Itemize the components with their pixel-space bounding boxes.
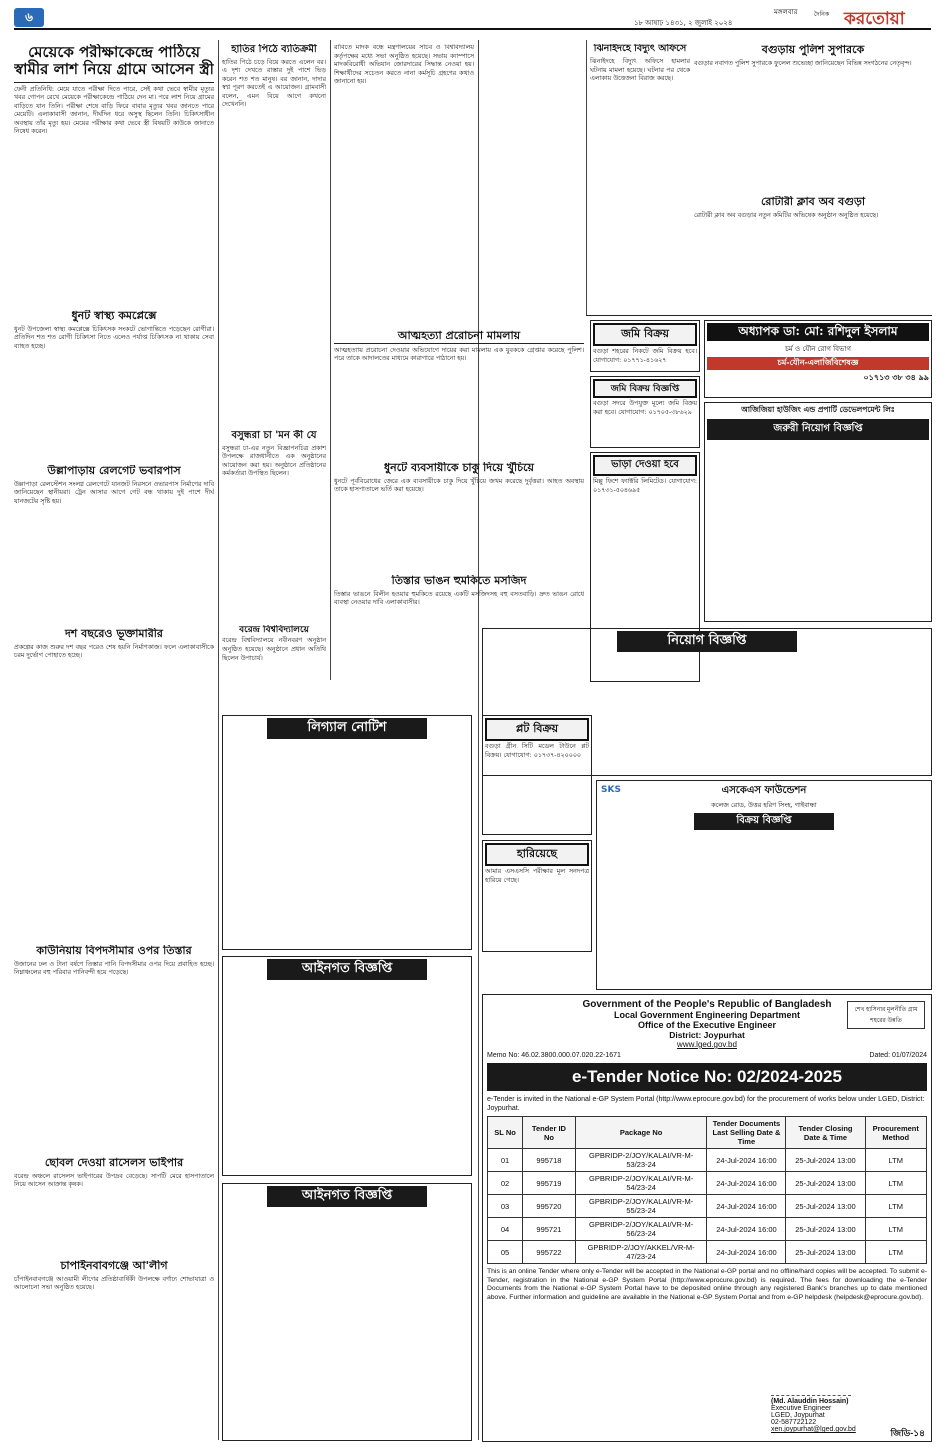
tender-method: LTM bbox=[865, 1149, 927, 1172]
article-jhenaidah-headline: ঝিনাইদহে বিদ্যুৎ অফিসে bbox=[593, 44, 687, 54]
ad-land-sale-notice-title: জমি বিক্রয় বিজ্ঞপ্তি bbox=[593, 379, 697, 398]
ad-sks-title: এসকেএস ফাউন্ডেশন bbox=[721, 785, 807, 796]
article-russells-viper-headline: ছোবল দেওয়া রাসেলস ভাইপার bbox=[44, 1157, 184, 1169]
tender-selling: 24-Jul-2024 16:00 bbox=[707, 1241, 786, 1264]
tender-intro: e-Tender is invited in the National e-GP System Portal (http://www.eprocure.gov.bd) for the procurement of works below under LGED, District: Joypurhat. bbox=[487, 1096, 925, 1112]
ad-doctor-title: অধ্যাপক ডা: মো: রশিদুল ইসলাম bbox=[707, 323, 929, 341]
tender-package: GPBRIDP-2/JOY/KALAI/VR-M-54/23-24 bbox=[575, 1172, 707, 1195]
article-dhunot-health-headline: ধুনট স্বাস্থ্য কমপ্লেক্সে bbox=[71, 310, 157, 322]
ad-lost-text: আমার এসএসসি পরীক্ষার মূল সনদপত্র হারিয়ে গেছে। bbox=[485, 868, 589, 884]
ad-housing-subtitle: জরুরী নিয়োগ বিজ্ঞপ্তি bbox=[707, 419, 929, 440]
table-row bbox=[488, 1149, 927, 1172]
tender-gov-line2: Local Government Engineering Department bbox=[613, 1010, 801, 1020]
ad-housing bbox=[704, 402, 932, 622]
ad-housing-title: আজিজিয়া হাউজিং এন্ড প্রপার্টি ডেভেলপমেন্ট লিঃ bbox=[741, 405, 895, 414]
ad-sks bbox=[596, 780, 932, 990]
article-rotary-headline: রোটারী ক্লাব অব বগুড়া bbox=[760, 196, 866, 208]
article-ullapara-text: উল্লাপাড়া রেলস্টেশন সংলগ্ন রেলগেটে যানজট নিরসনে ওভারপাস নির্মাণের দাবি জানিয়েছেন স্থানীয়রা। ট্রেন আসার আগে গেট বন্ধ থাকায় দুই পাশে দীর্ঘ যানজটের সৃষ্টি হয়। bbox=[14, 480, 214, 505]
page-number-badge bbox=[14, 8, 44, 27]
article-husband-headline: মেয়েকে পরীক্ষাকেন্দ্রে পাঠিয়ে স্বামীর লাশ নিয়ে গ্রামে আসেন স্ত্রী bbox=[14, 44, 214, 83]
ad-legal-advert-1-title: আইনগত বিজ্ঞপ্তি bbox=[267, 959, 427, 980]
article-kaunia-headline: কাউনিয়ায় বিপদসীমার ওপর তিস্তার bbox=[36, 945, 192, 957]
tender-selling: 24-Jul-2024 16:00 bbox=[707, 1218, 786, 1241]
article-chapai-text: চাঁপাইনবাবগঞ্জে আওয়ামী লীগের প্রতিষ্ঠাবার্ষিকী উপলক্ষে বর্ণাঢ্য শোভাযাত্রা ও আলোচনা সভা অনুষ্ঠিত হয়েছে। bbox=[14, 1275, 214, 1292]
tender-table-header bbox=[488, 1117, 927, 1149]
tender-sign-phone: 02-587722122 bbox=[771, 1419, 817, 1426]
article-rabi-drugs-text: রাবিতে মাদক বন্ধে মন্ত্রণালয়ের সচিব ও বিশ্ববিদ্যালয় কর্তৃপক্ষের মধ্যে সভা অনুষ্ঠিত হয়েছে। সভায় ক্যাম্পাসে মাদকবিরোধী অভিযান জোরদারের সিদ্ধান্ত নেওয়া হয়। শিক্ষার্থীদের সচেতন করতে নানা কর্মসূচি গ্রহণের কথাও জানানো হয়। bbox=[334, 44, 474, 86]
tender-col-package: Package No bbox=[575, 1117, 707, 1149]
tender-selling: 24-Jul-2024 16:00 bbox=[707, 1195, 786, 1218]
article-rotary-text: রোটারী ক্লাব অব বগুড়ার নতুন কমিটির অভিষেক অনুষ্ঠান অনুষ্ঠিত হয়েছে। bbox=[694, 211, 879, 219]
article-bashundhara-tea bbox=[222, 430, 326, 620]
tender-col-method: Procurement Method bbox=[865, 1117, 927, 1149]
article-bogura-police-text: বগুড়ার নবাগত পুলিশ সুপারকে ফুলেল শুভেচ্ছা জানিয়েছেন বিভিন্ন সংগঠনের নেতৃবৃন্দ। bbox=[694, 59, 912, 67]
tender-stamp: শেখ হাসিনার মূলনীতি গ্রাম শহরের উন্নতি bbox=[847, 1001, 925, 1029]
tender-gov-line1: Government of the People's Republic of Bangladesh bbox=[582, 999, 832, 1010]
article-jhenaidah bbox=[590, 44, 690, 314]
article-husband-body bbox=[14, 44, 214, 304]
article-russells-viper-text: বরেন্দ্র অঞ্চলে রাসেলস ভাইপারের উপদ্রব বেড়েছে। সাপটি মেরে হাসপাতালে নিয়ে আসেন আক্রান্ত কৃষক। bbox=[14, 1172, 214, 1189]
article-barendra-univ bbox=[222, 625, 326, 687]
ad-rent-text: মিল্লু ফিশে ফ্যাক্টরি লিমিটেড। যোগাযোগ: ০১৭৩১-৫০৪৬৯৫ bbox=[593, 478, 697, 494]
article-rotary bbox=[694, 196, 932, 291]
article-suicide-text: আত্মহত্যায় প্ররোচনা দেওয়ার অভিযোগে দায়ের করা মামলায় এক যুবককে গ্রেপ্তার করেছে পুলিশ। পরে তাকে আদালতের মাধ্যমে কারাগারে পাঠানো হয়। bbox=[334, 346, 584, 363]
tender-footer: This is an online Tender where only e-Tender will be accepted in the National e-GP portal and no offline/hard copies will be accepted. To submit e-Tender, registration in the National e-GP System Portal (http://www.eprocure.gov.bd) is required. The fees for downloading the e-Tender Documents from the National e-GP System Portal have to be deposited online through any registered Bank's branches up to date mentioned above. Further information and guideline are available in the National e-GP System Portal and from e-GP helpdesk (helpdesk@eprocure.gov.bd). bbox=[487, 1268, 927, 1301]
article-elephant-headline: হাতির পিঠে ব্যতিক্রমী bbox=[231, 44, 317, 55]
tender-sl: 03 bbox=[488, 1195, 523, 1218]
tender-closing: 25-Jul-2024 13:00 bbox=[786, 1218, 865, 1241]
article-dhunot-health-text: ধুনট উপজেলা স্বাস্থ্য কমপ্লেক্সে চিকিৎসক সংকটে ভোগান্তিতে পড়েছেন রোগীরা। প্রতিদিন শত শত রোগী চিকিৎসা নিতে এলেও পর্যাপ্ত চিকিৎসক না থাকায় সেবা ব্যাহত হচ্ছে। bbox=[14, 325, 214, 350]
tender-id: 995721 bbox=[523, 1218, 576, 1241]
ad-land-sale-text: বগুড়া শহরের নিকটে জমি বিক্রয় হবে। যোগাযোগ: ০১৭৭১-৪১৬২৭ bbox=[593, 348, 697, 364]
tender-col-closing: Tender Closing Date & Time bbox=[786, 1117, 865, 1149]
ad-land-sale-notice bbox=[590, 376, 700, 448]
tender-selling: 24-Jul-2024 16:00 bbox=[707, 1172, 786, 1195]
table-row bbox=[488, 1241, 927, 1264]
ad-plot-sale-text: বগুড়া গ্রীন সিটি মডেল টাউনে প্লট বিক্রয়। যোগাযোগ: ০১৭৩৭-৪২০০০০ bbox=[485, 743, 589, 759]
tender-package: GPBRIDP-2/JOY/AKKEL/VR-M-47/23-24 bbox=[575, 1241, 707, 1264]
article-dhunot-knife-headline: ধুনটে ব্যবসায়ীকে চাকু দিয়ে খুঁচিয়ে bbox=[384, 462, 534, 474]
tender-sign-org: LGED, Joypurhat bbox=[771, 1412, 825, 1419]
ad-sks-address: কলেজ রোড, উত্তর হরিণ সিংহ, গাইবান্ধা bbox=[711, 801, 817, 809]
article-russells-viper bbox=[14, 1157, 214, 1257]
ad-legal-notice-title: লিগ্যাল নোটিশ bbox=[267, 718, 427, 739]
tender-package: GPBRIDP-2/JOY/KALAI/VR-M-53/23-24 bbox=[575, 1149, 707, 1172]
masthead bbox=[14, 6, 931, 30]
tender-signature-block bbox=[771, 1379, 921, 1433]
ad-recruitment-title: নিয়োগ বিজ্ঞপ্তি bbox=[617, 631, 797, 652]
ad-doctor bbox=[704, 320, 932, 398]
tender-closing: 25-Jul-2024 13:00 bbox=[786, 1241, 865, 1264]
article-rabi-drugs bbox=[334, 44, 474, 304]
table-row bbox=[488, 1195, 927, 1218]
article-bashundhara-text: বসুন্ধরা চা-এর নতুন বিজ্ঞাপনচিত্র প্রকাশ উপলক্ষে রাজধানীতে এক অনুষ্ঠানের আয়োজন করা হয়। অনুষ্ঠানে প্রতিষ্ঠানের কর্মকর্তারা উপস্থিত ছিলেন। bbox=[222, 444, 326, 478]
page-number: ৬ bbox=[25, 10, 33, 24]
tender-method: LTM bbox=[865, 1218, 927, 1241]
article-bogura-police bbox=[694, 44, 932, 194]
article-ullapara-headline: উল্লাপাড়ায় রেলগেট ভবারপাস bbox=[47, 465, 181, 477]
tender-col-sl: SL No bbox=[488, 1117, 523, 1149]
tender-method: LTM bbox=[865, 1172, 927, 1195]
tender-website[interactable]: www.lged.gov.bd bbox=[677, 1040, 737, 1049]
ad-lost-title: হারিয়েছে bbox=[485, 843, 589, 866]
ad-legal-notice bbox=[222, 715, 472, 950]
tender-closing: 25-Jul-2024 13:00 bbox=[786, 1172, 865, 1195]
tender-title: e-Tender Notice No: 02/2024-2025 bbox=[487, 1063, 927, 1091]
tender-sl: 02 bbox=[488, 1172, 523, 1195]
tender-col-id: Tender ID No bbox=[523, 1117, 576, 1149]
article-kaunia bbox=[14, 945, 214, 1145]
signature-icon bbox=[771, 1379, 851, 1396]
tender-gov-line3: Office of the Executive Engineer bbox=[637, 1020, 777, 1030]
article-suicide-headline: আত্মহত্যা প্ররোচনা মামলায় bbox=[334, 330, 584, 344]
ad-sks-subtitle: বিক্রয় বিজ্ঞপ্তি bbox=[694, 813, 834, 830]
article-dhunot-knife bbox=[334, 462, 584, 572]
article-dhunot-health bbox=[14, 310, 214, 420]
ad-lost bbox=[482, 840, 592, 952]
article-husband-text: ফেনী প্রতিনিধি: মেয়ে যাতে পরীক্ষা দিতে পারে, সেই কথা ভেবে স্বামীর মৃত্যুর খবর গোপন রেখে মেয়েকে পরীক্ষাকেন্দ্রে পাঠিয়ে দেন মা। পরে লাশ নিয়ে গ্রামের বাড়িতে যান তিনি। পরীক্ষা শেষে বাড়ি ফিরে বাবার মৃত্যুর খবর জানতে পারে মেয়েটি। এলাকাবাসী জানান, দীর্ঘদিন ধরে অসুস্থ ছিলেন তিনি। চিকিৎসাধীন অবস্থায় তাঁর মৃত্যু হয়। মেয়ের পরীক্ষার কথা ভেবে স্ত্রী বিষয়টি কাউকে জানাতে নিষেধ করেন। bbox=[14, 85, 214, 136]
masthead-paper-small: দৈনিক bbox=[814, 11, 830, 18]
article-bogura-police-headline: বগুড়ায় পুলিশ সুপারকে bbox=[761, 44, 865, 56]
tender-table bbox=[487, 1116, 927, 1264]
ad-sks-logo: SKS bbox=[601, 785, 621, 795]
article-ten-years bbox=[14, 628, 214, 938]
ad-land-sale bbox=[590, 320, 700, 372]
masthead-paper-name: করতোয়া bbox=[844, 9, 905, 29]
ad-rent-title: ভাড়া দেওয়া হবে bbox=[593, 455, 697, 476]
tender-package: GPBRIDP-2/JOY/KALAI/VR-M-55/23-24 bbox=[575, 1195, 707, 1218]
ad-legal-advert-2-title: আইনগত বিজ্ঞপ্তি bbox=[267, 1186, 427, 1207]
tender-col-selling: Tender Documents Last Selling Date & Time bbox=[707, 1117, 786, 1149]
article-teesta-headline: তিস্তার ভাঙন হুমকিতে মসজিদ bbox=[391, 575, 527, 587]
tender-dated: Dated: 01/07/2024 bbox=[869, 1052, 927, 1059]
tender-memo: Memo No: 46.02.3800.000.07.020.22-1671 bbox=[487, 1052, 621, 1059]
tender-method: LTM bbox=[865, 1241, 927, 1264]
tender-gov-line4: District: Joypurhat bbox=[669, 1030, 745, 1040]
tender-sl: 01 bbox=[488, 1149, 523, 1172]
masthead-date-day: মঙ্গলবার bbox=[774, 8, 798, 16]
article-bashundhara-headline: বসুন্ধরা চা 'মন কী যে bbox=[231, 430, 317, 441]
article-ten-years-headline: দশ বছরেও ভূক্তামারীর bbox=[65, 628, 163, 640]
article-ten-years-text: প্রকল্পের কাজ শুরুর দশ বছর পরেও শেষ হয়নি নির্মাণকাজ। ফলে এলাকাবাসীকে চরম দুর্ভোগ পোহাতে হচ্ছে। bbox=[14, 643, 214, 660]
tender-sl: 05 bbox=[488, 1241, 523, 1264]
ad-doctor-subtitle: চর্ম ও যৌন রোগ বিভাগ bbox=[785, 344, 851, 353]
ad-land-sale-title: জমি বিক্রয় bbox=[593, 323, 697, 346]
article-jhenaidah-text: ঝিনাইদহে বিদ্যুৎ অফিসে হামলার ঘটনায় মামলা হয়েছে। ঘটনার পর থেকে এলাকায় উত্তেজনা বিরাজ করছে। bbox=[590, 57, 690, 83]
article-kaunia-text: উজানের ঢল ও টানা বর্ষণে তিস্তার পানি বিপদসীমার ওপর দিয়ে প্রবাহিত হচ্ছে। নিম্নাঞ্চলের বহু পরিবার পানিবন্দী হয়ে পড়েছে। bbox=[14, 960, 214, 977]
article-suicide-case bbox=[334, 330, 584, 450]
tender-closing: 25-Jul-2024 13:00 bbox=[786, 1195, 865, 1218]
table-row bbox=[488, 1172, 927, 1195]
article-ullapara bbox=[14, 465, 214, 625]
tender-closing: 25-Jul-2024 13:00 bbox=[786, 1149, 865, 1172]
tender-sign-title: Executive Engineer bbox=[771, 1405, 832, 1412]
tender-method: LTM bbox=[865, 1195, 927, 1218]
tender-ref: জিডি-১৪ bbox=[890, 1428, 925, 1438]
article-teesta-text: তিস্তার ভাঙনে বিলীন হওয়ার হুমকিতে রয়েছে একটি মসজিদসহ বহু বসতবাড়ি। দ্রুত ভাঙন রোধে ব্যবস্থা নেওয়ার দাবি এলাকাবাসীর। bbox=[334, 590, 584, 607]
tender-id: 995719 bbox=[523, 1172, 576, 1195]
article-dhunot-knife-text: ধুনটে পূর্ববিরোধের জেরে এক ব্যবসায়ীকে চাকু দিয়ে খুঁচিয়ে জখম করেছে দুর্বৃত্তরা। আহত অবস্থায় তাকে হাসপাতালে ভর্তি করা হয়েছে। bbox=[334, 477, 584, 494]
tender-selling: 24-Jul-2024 16:00 bbox=[707, 1149, 786, 1172]
article-barendra-text: বরেন্দ্র বিশ্ববিদ্যালয়ে নবীনবরণ অনুষ্ঠান অনুষ্ঠিত হয়েছে। অনুষ্ঠানে প্রধান অতিথি ছিলেন উপাচার্য। bbox=[222, 637, 326, 662]
tender-sign-name: (Md. Alauddin Hossain) bbox=[771, 1398, 849, 1405]
article-elephant bbox=[222, 44, 326, 424]
article-elephant-text: হাতির পিঠে চড়ে বিয়ে করতে এলেন বর। এ দৃশ্য দেখতে রাস্তার দুই পাশে ভিড় করেন শত শত মানুষ। বর জানান, দাদার স্বপ্ন পূরণ করতেই এ আয়োজন। গ্রামবাসী বলেন, এমন বিয়ে আগে কখনো দেখেননি। bbox=[222, 58, 326, 109]
article-chapai bbox=[14, 1260, 214, 1440]
tender-id: 995722 bbox=[523, 1241, 576, 1264]
tender-id: 995718 bbox=[523, 1149, 576, 1172]
tender-sl: 04 bbox=[488, 1218, 523, 1241]
tender-notice bbox=[482, 994, 932, 1442]
ad-plot-sale-title: প্লট বিক্রয় bbox=[485, 718, 589, 741]
article-chapai-headline: চাপাইনবাবগঞ্জে আ'লীগ bbox=[60, 1260, 168, 1272]
tender-id: 995720 bbox=[523, 1195, 576, 1218]
ad-legal-advert-1 bbox=[222, 956, 472, 1176]
ad-doctor-tag: চর্ম-যৌন-এলার্জিবিশেষজ্ঞ bbox=[707, 357, 929, 370]
ad-legal-advert-2 bbox=[222, 1183, 472, 1441]
ad-plot-sale bbox=[482, 715, 592, 835]
tender-sign-email[interactable]: xen.joypurhat@lged.gov.bd bbox=[771, 1426, 856, 1433]
article-barendra-headline: বরেন্দ্র বিশ্ববিদ্যালয়ে bbox=[239, 625, 309, 635]
ad-doctor-phone: ০১৭১৩ ৩৮ ৩৪ ৯৯ bbox=[863, 372, 929, 382]
tender-package: GPBRIDP-2/JOY/KALAI/VR-M-56/23-24 bbox=[575, 1218, 707, 1241]
table-row bbox=[488, 1218, 927, 1241]
masthead-date: ১৮ আষাঢ় ১৪৩১, ২ জুলাই ২০২৪ bbox=[634, 19, 733, 27]
ad-land-sale-notice-text: বগুড়া সদরে উপযুক্ত মূল্যে জমি বিক্রয় করা হবে। যোগাযোগ: ০১৭০৫-৩৮৬২৯ bbox=[593, 400, 697, 416]
